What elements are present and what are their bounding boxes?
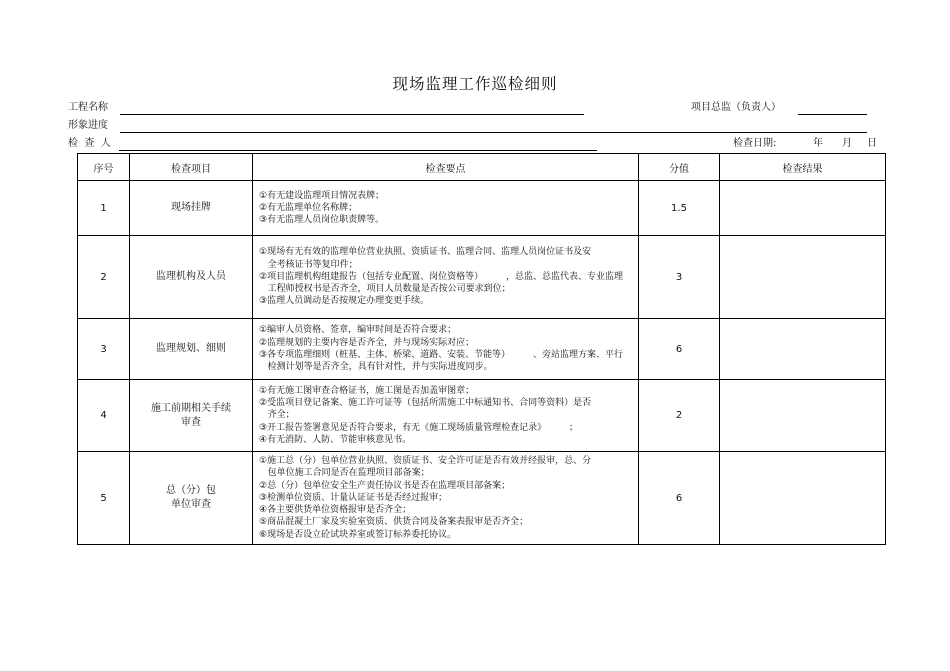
project-name-field[interactable] — [120, 114, 584, 115]
check-point: ③监理人员调动是否按规定办理变更手续。 — [259, 296, 430, 307]
check-point: ⑤商品混凝土厂家及实验室资质、供货合同及备案表报审是否齐全； — [259, 517, 529, 528]
item-line: 总（分）包 — [166, 485, 216, 497]
check-point: ③各专项监理细则（桩基、主体、桥梁、道路、安装、节能等） 、旁站监理方案、平行 检测计划等是否齐全，具有针对性，并与实际进度同步。 — [259, 350, 623, 373]
row-score: 6 — [639, 452, 720, 545]
check-point: ①施工总（分）包单位营业执照、资质证书、安全许可证是否有效并经报审，总、分 包单位施工合同是否在监理项目部备案； — [259, 456, 592, 479]
date-label: 检查日期: — [733, 138, 777, 149]
row-number: 2 — [78, 236, 130, 319]
item-line: 施工前期相关手续 — [151, 402, 231, 414]
row-points — [253, 181, 639, 236]
column-header-score: 分值 — [639, 154, 720, 181]
table-header-row — [78, 154, 886, 181]
check-point: ①现场有无有效的监理单位营业执照、资质证书、监理合同、监理人员岗位证书及安 全考核证书等复印件； — [259, 247, 592, 270]
item-line: 监理规划、细则 — [156, 343, 226, 354]
item-line: 现场挂牌 — [171, 202, 211, 213]
row-number: 1 — [78, 181, 130, 236]
table-row — [78, 380, 886, 452]
check-point: ③检测单位资质、计量认证证书是否经过报审； — [259, 492, 448, 503]
check-point: ②项目监理机构组建报告（包括专业配置、岗位资格等） ，总监、总监代表、专业监理 工程师授权书是否齐全，项目人员数量是否按公司要求到位； — [259, 271, 623, 295]
table-row — [78, 319, 886, 380]
check-point: ①有无施工图审查合格证书，施工图是否加盖审图章； — [259, 385, 475, 396]
check-point: ①有无建设监理项目情况表牌； — [259, 190, 385, 201]
row-result[interactable] — [720, 319, 886, 380]
table-row — [78, 181, 886, 236]
row-item — [130, 181, 253, 236]
check-point: ③有无监理人员岗位职责牌等。 — [259, 215, 385, 226]
check-point: ③开工报告签署意见是否符合要求，有无《施工现场质量管理检查记录》 ； — [259, 422, 578, 433]
check-point: ②总（分）包单位安全生产责任协议书是否在监理项目部备案； — [259, 480, 511, 491]
row-result[interactable] — [720, 380, 886, 452]
month-label: 月 — [842, 138, 852, 149]
row-result[interactable] — [720, 452, 886, 545]
row-number: 4 — [78, 380, 130, 452]
year-label: 年 — [813, 138, 823, 149]
row-item — [130, 452, 253, 545]
page-title: 现场监理工作巡检细则 — [392, 75, 558, 93]
row-score: 3 — [639, 236, 720, 319]
project-name-label: 工程名称 — [68, 102, 108, 113]
inspector-label: 检 查 人 — [68, 138, 111, 149]
column-header-points: 检查要点 — [253, 154, 639, 181]
row-item — [130, 319, 253, 380]
row-result[interactable] — [720, 181, 886, 236]
chief-label: 项目总监（负责人） — [691, 102, 781, 113]
progress-label: 形象进度 — [68, 120, 108, 131]
row-points — [253, 380, 639, 452]
row-item — [130, 236, 253, 319]
item-line: 监理机构及人员 — [156, 271, 226, 282]
row-points — [253, 452, 639, 545]
item-line: 审查 — [181, 416, 201, 428]
check-point: ⑥现场是否设立砼试块养室或签订标养委托协议。 — [259, 529, 457, 540]
check-point: ①编审人员资格、签章，编审时间是否符合要求； — [259, 325, 457, 336]
row-points — [253, 319, 639, 380]
column-header-no: 序号 — [78, 154, 130, 181]
row-number: 5 — [78, 452, 130, 545]
check-point: ②受监项目登记备案、施工许可证等（包括所需施工中标通知书、合同等资料）是否 齐全； — [259, 398, 592, 421]
chief-field[interactable] — [798, 114, 867, 115]
table-row — [78, 236, 886, 319]
row-points — [253, 236, 639, 319]
table-row — [78, 452, 886, 545]
row-score: 1.5 — [639, 181, 720, 236]
check-point: ②有无监理单位名称牌； — [259, 202, 358, 213]
row-score: 2 — [639, 380, 720, 452]
column-header-result: 检查结果 — [720, 154, 886, 181]
row-score: 6 — [639, 319, 720, 380]
check-point: ④各主要供货单位资格报审是否齐全； — [259, 505, 412, 516]
row-number: 3 — [78, 319, 130, 380]
check-point: ④有无消防、人防、节能审核意见书。 — [259, 434, 412, 445]
progress-field[interactable] — [120, 132, 867, 133]
column-header-item: 检查项目 — [130, 154, 253, 181]
inspector-field[interactable] — [119, 150, 597, 151]
day-label: 日 — [867, 138, 877, 149]
row-result[interactable] — [720, 236, 886, 319]
check-point: ②监理规划的主要内容是否齐全，并与现场实际对应； — [259, 337, 475, 348]
item-line: 单位审查 — [171, 499, 211, 511]
row-item — [130, 380, 253, 452]
inspection-table — [77, 153, 886, 545]
